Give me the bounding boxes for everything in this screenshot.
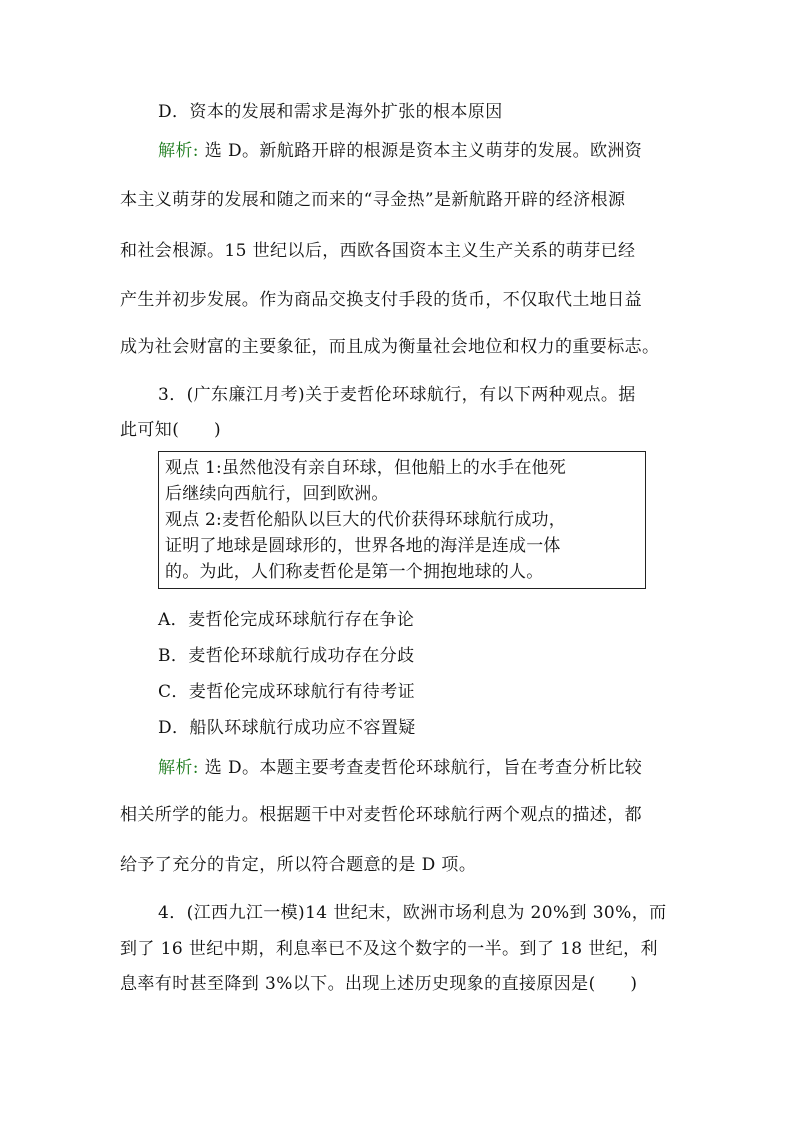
q2-analysis-label: 解析:	[158, 141, 199, 161]
q3-box-line-3: 观点 2:麦哲伦船队以巨大的代价获得环球航行成功，	[165, 510, 566, 530]
q3-material-box	[158, 451, 646, 589]
q3-analysis-line-1	[158, 753, 642, 778]
q3-analysis-line-3: 给予了充分的肯定，所以符合题意的是 D 项。	[120, 855, 477, 875]
q4-stem-line-1: 4．(江西九江一模)14 世纪末，欧洲市场利息为 20%到 30%，而	[158, 903, 667, 923]
q3-stem-line-2: 此可知( )	[120, 420, 222, 440]
q3-box-line-2: 后继续向西航行，回到欧洲。	[165, 484, 389, 504]
q3-option-b: B．麦哲伦环球航行成功存在分歧	[158, 646, 415, 666]
q2-analysis-line-2: 本主义萌芽的发展和随之而来的“寻金热”是新航路开辟的经济根源	[120, 190, 626, 210]
q3-box-line-1: 观点 1:虽然他没有亲自环球，但他船上的水手在他死	[165, 458, 566, 478]
q2-analysis-line-1	[158, 136, 642, 161]
q3-option-a: A．麦哲伦完成环球航行存在争论	[158, 610, 415, 630]
q2-option-d: D．资本的发展和需求是海外扩张的根本原因	[158, 102, 503, 122]
q3-box-line-4: 证明了地球是圆球形的，世界各地的海洋是连成一体	[165, 536, 561, 556]
q4-stem-line-3: 息率有时甚至降到 3%以下。出现上述历史现象的直接原因是( )	[120, 974, 638, 994]
q3-stem-line-1: 3．(广东廉江月考)关于麦哲伦环球航行，有以下两种观点。据	[158, 385, 636, 405]
q4-stem-line-2: 到了 16 世纪中期，利息率已不及这个数字的一半。到了 18 世纪，利	[120, 939, 658, 959]
q3-option-c: C．麦哲伦完成环球航行有待考证	[158, 682, 416, 702]
q3-analysis-line-2: 相关所学的能力。根据题干中对麦哲伦环球航行两个观点的描述，都	[120, 805, 642, 825]
q2-analysis-text-1: 选 D。新航路开辟的根源是资本主义萌芽的发展。欧洲资	[198, 141, 643, 161]
q2-analysis-line-5: 成为社会财富的主要象征，而且成为衡量社会地位和权力的重要标志。	[120, 337, 660, 357]
q3-analysis-label: 解析:	[158, 758, 199, 778]
q3-box-line-5: 的。为此，人们称麦哲伦是第一个拥抱地球的人。	[165, 562, 544, 582]
q3-analysis-text-1: 选 D。本题主要考查麦哲伦环球航行，旨在考查分析比较	[198, 758, 643, 778]
q3-option-d: D．船队环球航行成功应不容置疑	[158, 718, 416, 738]
q2-analysis-line-4: 产生并初步发展。作为商品交换支付手段的货币，不仅取代土地日益	[120, 290, 642, 310]
q2-analysis-line-3: 和社会根源。15 世纪以后，西欧各国资本主义生产关系的萌芽已经	[120, 241, 636, 261]
